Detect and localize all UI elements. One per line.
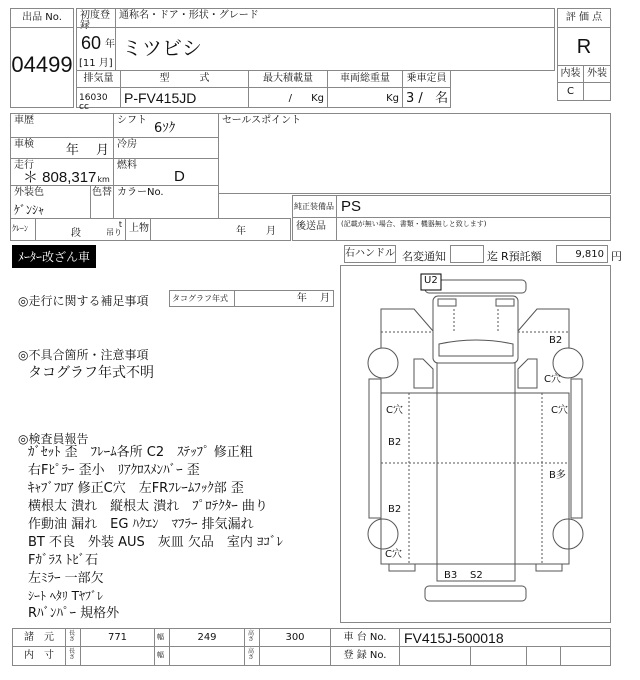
interior-grade: C: [557, 82, 584, 101]
damage-mark: B2: [549, 335, 563, 346]
gross-weight-label: 車両総重量: [327, 70, 403, 88]
chassis-label: 車 台 No.: [330, 628, 400, 647]
meter-tampered-badge: ﾒｰﾀｰ改ざん車: [12, 245, 96, 268]
evaluation-label: 評 価 点: [557, 8, 611, 28]
inner-height: [259, 646, 331, 666]
crane-cell: [35, 218, 126, 241]
interior-label: 内装: [557, 65, 584, 83]
color-no-cell: カラーNo.: [113, 185, 219, 219]
chassis-number: FV415J-500018: [399, 628, 611, 647]
reg-month: [11 月]: [79, 58, 113, 69]
later-label: 後送品: [292, 217, 337, 241]
reg-year: 60: [81, 33, 102, 53]
displacement: 16030 cc: [76, 87, 121, 108]
color-change-cell: 色替: [90, 185, 114, 219]
model: P-FV415JD: [120, 87, 249, 108]
report-line: ｶﾞｾｯﾄ 歪 ﾌﾚｰﾑ各所 C2 ｽﾃｯﾌﾟ 修正粗: [28, 445, 253, 460]
evaluation-score: R: [557, 27, 611, 66]
height-label: 高さ: [244, 628, 260, 647]
damage-mark: B2: [388, 437, 402, 448]
registration-label: 登 録 No.: [330, 646, 400, 666]
inner-height-label: 高さ: [244, 646, 260, 666]
equipment-cell: [336, 195, 611, 218]
inner-length-label: 長さ: [65, 646, 81, 666]
damage-mark: S2: [470, 570, 483, 581]
color-cell: 外装色 ｹﾞﾝｼｬ: [10, 185, 91, 219]
report-line: 左ﾐﾗｰ 一部欠: [28, 571, 104, 586]
capacity: 3 / 名: [402, 87, 451, 108]
equipment: PS: [341, 198, 362, 215]
equipment-label: 純正装備品: [292, 195, 337, 218]
report-line: Rﾊﾞﾝﾊﾟｰ 規格外: [28, 606, 120, 621]
later-cell: [336, 217, 611, 241]
registration-cell: [526, 646, 561, 666]
length-label: 長さ: [65, 628, 81, 647]
crane-label: ｸﾚｰﾝ: [10, 218, 36, 241]
report-line: 右Fﾋﾟﾗｰ 歪小 ﾘｱｸﾛｽﾒﾝﾊﾞｰ 歪: [28, 463, 200, 478]
later-note: (記載が無い場合、書類・機器無しと致します): [341, 220, 487, 228]
capacity-label: 乗車定員: [402, 70, 451, 88]
report-line: 作動油 漏れ EG ﾊｸｴﾝ ﾏﾌﾗｰ 排気漏れ: [28, 517, 254, 532]
width: 249: [169, 628, 245, 647]
displacement-label: 排気量: [76, 70, 121, 88]
name-change-box: [450, 245, 484, 263]
exterior-grade: [583, 82, 611, 101]
report-line: 横根太 潰れ 縦根太 潰れ ﾌﾟﾛﾃｸﾀｰ 曲り: [28, 499, 268, 514]
spec-label: 諸 元: [12, 628, 66, 647]
upper-value: 年 月: [236, 226, 276, 237]
fuel: D: [174, 168, 185, 185]
tacho-label: タコグラフ年式: [169, 290, 235, 307]
height: 300: [259, 628, 331, 647]
inner-width-label: 幅: [154, 646, 170, 666]
lot-label: 出品 No.: [11, 9, 73, 28]
recycle-label: R預託額: [501, 250, 542, 263]
maker: ミツビシ: [122, 36, 202, 60]
crane-ton: t 吊り: [106, 220, 122, 237]
shift-cell: シフト 6ｿｸ: [113, 113, 219, 138]
report-line: ｼｰﾄ ﾍﾀﾘ Tﾔﾌﾞﾚ: [28, 589, 103, 603]
damage-mark: C穴: [386, 405, 403, 416]
first-registration-value: [76, 27, 116, 71]
until-label: 迄: [487, 250, 498, 263]
inspection-value: 年 月: [65, 143, 109, 158]
exterior-label: 外装: [583, 65, 611, 83]
mileage-cell: 走行 ＊ 808,317km: [10, 158, 114, 186]
upper-cell: [150, 218, 291, 241]
fuel-cell: 燃料 D: [113, 158, 219, 186]
damage-mark: B2: [388, 504, 402, 515]
damage-mark: C穴: [544, 374, 561, 385]
mileage-unit: km: [97, 175, 110, 184]
report-line: Fｶﾞﾗｽ ﾄﾋﾞ石: [28, 553, 99, 568]
registration-cell: [399, 646, 471, 666]
inspector-label: ◎検査員報告: [18, 432, 89, 446]
inner-length: [80, 646, 155, 666]
upper-label: 上物: [125, 218, 151, 241]
inner-label: 内 寸: [12, 646, 66, 666]
max-load-label: 最大積載量: [248, 70, 328, 88]
damage-mark: C穴: [385, 549, 402, 560]
yen-label: 円: [611, 250, 622, 263]
length: 771: [80, 628, 155, 647]
ac-cell: 冷房: [113, 137, 219, 159]
first-registration-label: 初度登録: [76, 8, 116, 28]
registration-cell: [560, 646, 611, 666]
gross-weight: Kg: [327, 87, 403, 108]
damage-mark: C穴: [551, 405, 568, 416]
width-label: 幅: [154, 628, 170, 647]
tacho-value: 年 月: [234, 290, 334, 307]
vehicle-name: [115, 27, 555, 71]
recycle-amount: 9,810: [556, 245, 608, 263]
report-line: ｷｬﾌﾞﾌﾛｱ 修正C穴 左FRﾌﾚｰﾑﾌｯｸ部 歪: [28, 481, 244, 496]
damage-mark: B多: [549, 470, 566, 481]
right-hand-badge: 右ハンドル: [344, 245, 396, 263]
lot-number-box: [10, 8, 74, 108]
vehicle-name-label: 通称名・ドア・形状・グレード: [115, 8, 555, 28]
max-load: / Kg: [248, 87, 328, 108]
model-label: 型 式: [120, 70, 249, 88]
damage-mark: B3: [444, 570, 458, 581]
sales-point-cell: セールスポイント: [218, 113, 611, 194]
lot-number: 04499: [11, 52, 73, 77]
defects-label: ◎不具合箇所・注意事項: [18, 348, 149, 362]
damage-mark: U2: [424, 275, 438, 286]
registration-cell: [470, 646, 527, 666]
crane-stage: 段: [71, 228, 81, 239]
report-line: BT 不良 外装 AUS 灰皿 欠品 室内 ﾖｺﾞﾚ: [28, 535, 284, 550]
inspection-cell: 車検 年 月: [10, 137, 114, 159]
damage-diagram: [340, 265, 611, 623]
defects: タコグラフ年式不明: [28, 365, 154, 381]
shift: 6ｿｸ: [154, 121, 176, 136]
year-unit: 年: [105, 39, 115, 50]
inner-width: [169, 646, 245, 666]
history-cell: 車歴: [10, 113, 114, 138]
color: ｹﾞﾝｼｬ: [14, 203, 45, 217]
name-change-label: 名変通知: [402, 250, 446, 263]
mileage: ＊ 808,317: [23, 169, 97, 186]
mileage-notes-label: ◎走行に関する補足事項: [18, 294, 149, 308]
